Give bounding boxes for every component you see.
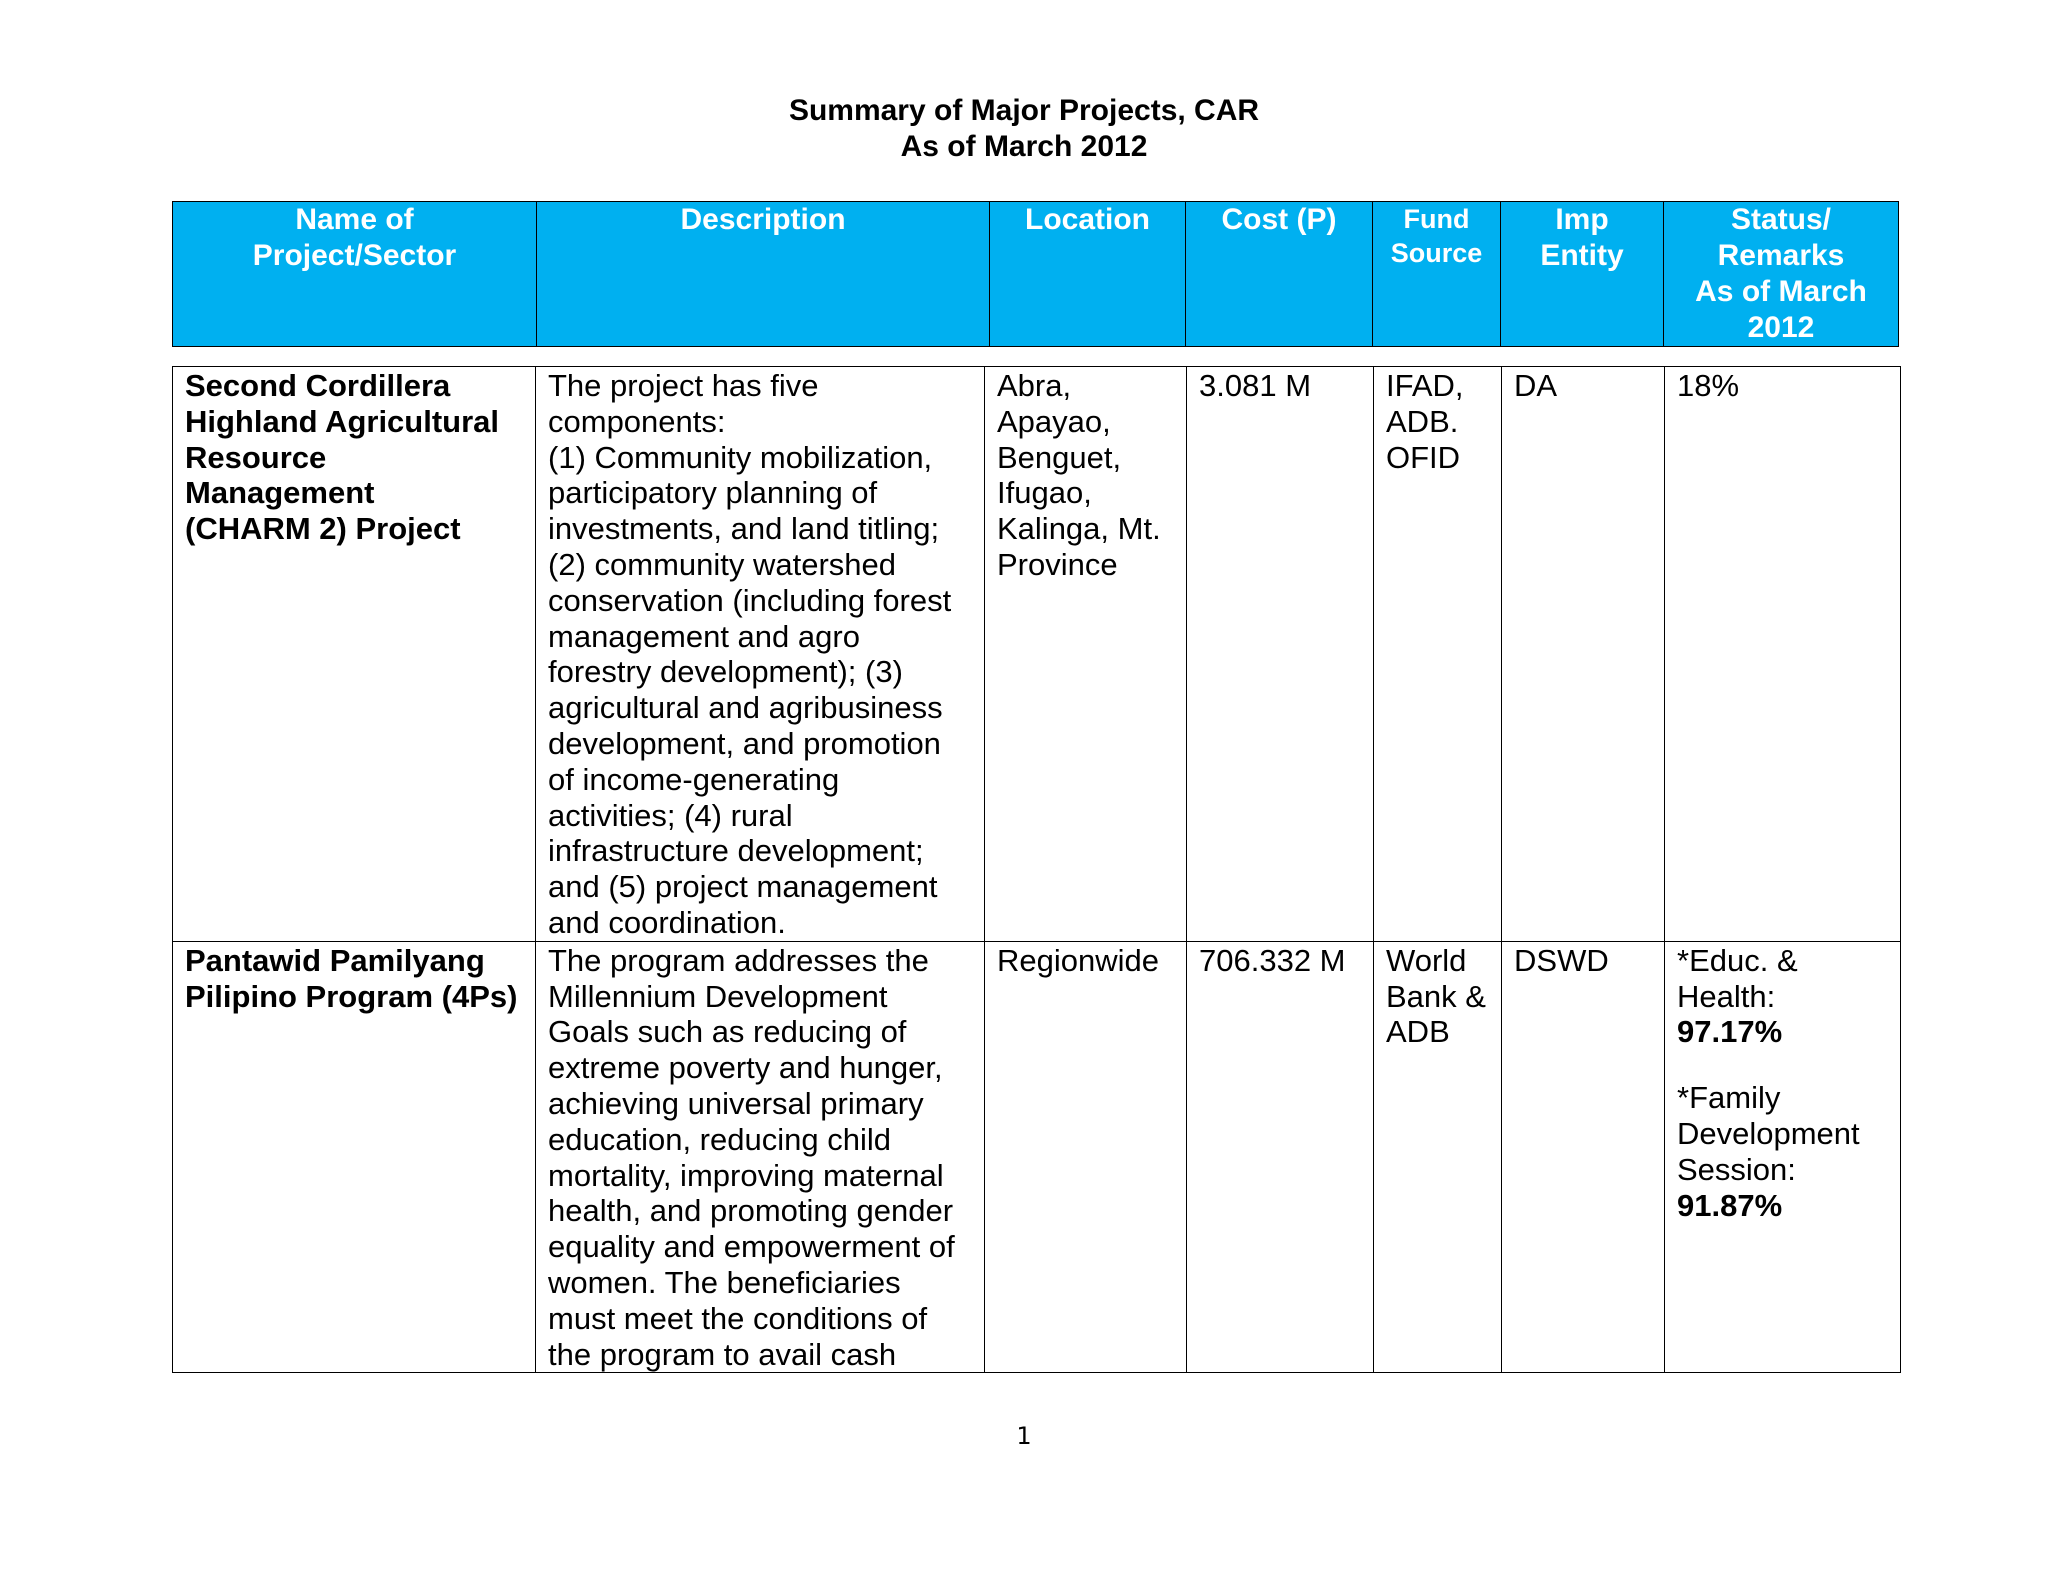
project-cost: 3.081 M — [1187, 367, 1374, 942]
project-location: Abra, Apayao, Benguet, Ifugao, Kalinga, Mt. Province — [985, 367, 1187, 942]
project-description: The project has five components: (1) Community mobilization, participatory planning of investments, and land titling; (2) community watershed conservation (including forest management and agro forestry development); (3) agricultural and agribusiness development, and promotion of income-generating activities; (4) rural infrastructure development; and (5) project management and coordination. — [536, 367, 985, 942]
project-name: Second Cordillera Highland Agricultural Resource Management (CHARM 2) Project — [173, 367, 536, 942]
header-fund-source: Fund Source — [1373, 202, 1501, 347]
project-location: Regionwide — [985, 941, 1187, 1373]
document-title: Summary of Major Projects, CAR — [788, 94, 1260, 127]
header-name: Name of Project/Sector — [173, 202, 537, 347]
table-header — [172, 201, 1899, 347]
projects-table — [172, 366, 1901, 1373]
header-description: Description — [537, 202, 990, 347]
project-status: *Educ. & Health: 97.17% *Family Development Session: 91.87% — [1665, 941, 1901, 1373]
project-fund-source: IFAD, ADB. OFID — [1374, 367, 1502, 942]
family-session-value: 91.87% — [1677, 1187, 1783, 1223]
document-subtitle: As of March 2012 — [900, 130, 1148, 163]
header-cost: Cost (P) — [1186, 202, 1373, 347]
page-number: 1 — [1016, 1422, 1032, 1450]
table-row — [173, 367, 1901, 942]
project-imp-entity: DSWD — [1502, 941, 1665, 1373]
project-imp-entity: DA — [1502, 367, 1665, 942]
header-location: Location — [990, 202, 1186, 347]
project-name: Pantawid Pamilyang Pilipino Program (4Ps) — [173, 941, 536, 1373]
project-cost: 706.332 M — [1187, 941, 1374, 1373]
header-imp-entity: Imp Entity — [1501, 202, 1664, 347]
header-status: Status/ Remarks As of March 2012 — [1664, 202, 1899, 347]
project-description: The program addresses the Millennium Development Goals such as reducing of extreme poverty and hunger, achieving universal primary education, reducing child mortality, improving maternal health, and promoting gender equality and empowerment of women. The beneficiaries must meet the conditions of the program to avail cash — [536, 941, 985, 1373]
table-row — [173, 941, 1901, 1373]
educ-health-value: 97.17% — [1677, 1014, 1783, 1050]
project-status: 18% — [1665, 367, 1901, 942]
project-fund-source: World Bank & ADB — [1374, 941, 1502, 1373]
